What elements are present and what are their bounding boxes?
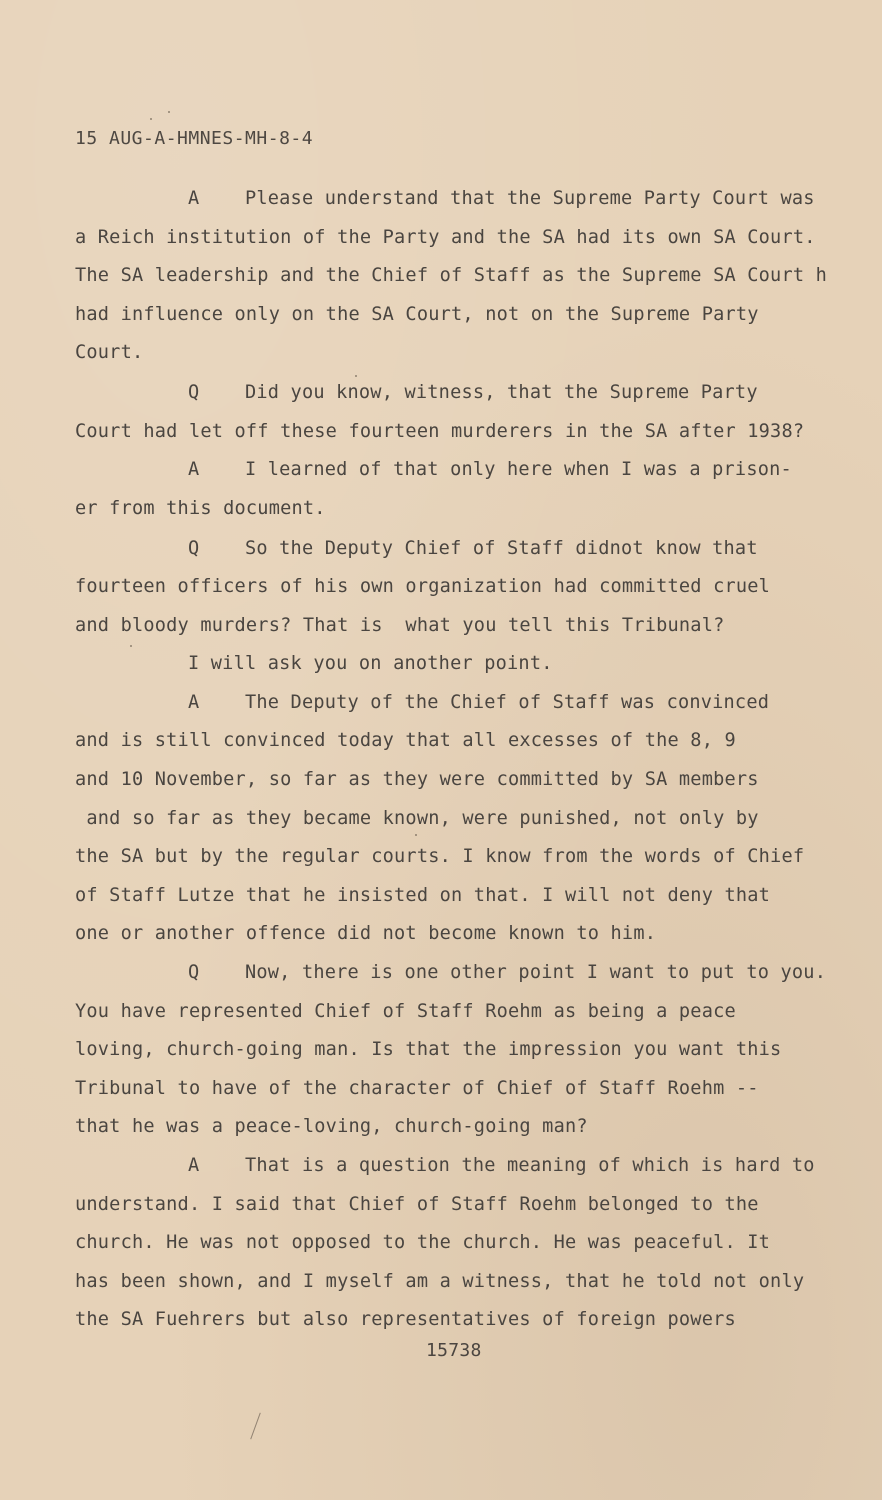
text-line: I will ask you on another point.: [188, 653, 553, 674]
text-line: Court had let off these fourteen murderers in the SA after 1938?: [75, 421, 805, 442]
text-line: Q So the Deputy Chief of Staff didnot know that: [188, 538, 758, 559]
text-line: A That is a question the meaning of which is hard to: [188, 1155, 815, 1176]
paper-speck: [415, 834, 417, 836]
paper-speck: [150, 118, 152, 120]
text-line: and 10 November, so far as they were committed by SA members: [75, 769, 759, 790]
text-line: and so far as they became known, were punished, not only by: [75, 808, 759, 829]
text-line: one or another offence did not become known to him.: [75, 923, 657, 944]
text-line: er from this document.: [75, 498, 326, 519]
text-line: and is still convinced today that all excesses of the 8, 9: [75, 730, 736, 751]
text-line: understand. I said that Chief of Staff Roehm belonged to the: [75, 1194, 759, 1215]
text-line: a Reich institution of the Party and the SA had its own SA Court.: [75, 227, 816, 248]
text-line: Tribunal to have of the character of Chief of Staff Roehm --: [75, 1078, 759, 1099]
text-line: the SA but by the regular courts. I know from the words of Chief: [75, 846, 805, 867]
paper-speck: [130, 645, 132, 647]
text-line: has been shown, and I myself am a witness, that he told not only: [75, 1271, 805, 1292]
paper-speck: [355, 375, 357, 377]
page-number: 15738: [426, 1340, 482, 1361]
text-line: Court.: [75, 342, 144, 363]
text-line: of Staff Lutze that he insisted on that. I will not deny that: [75, 885, 771, 906]
text-line: You have represented Chief of Staff Roehm as being a peace: [75, 1001, 736, 1022]
text-line: had influence only on the SA Court, not on the Supreme Party: [75, 304, 759, 325]
text-line: fourteen officers of his own organization had committed cruel: [75, 576, 771, 597]
text-line: that he was a peace-loving, church-going man?: [75, 1116, 588, 1137]
text-line: church. He was not opposed to the church. He was peaceful. It: [75, 1232, 771, 1253]
text-line: loving, church-going man. Is that the impression you want this: [75, 1039, 782, 1060]
text-line: A I learned of that only here when I was a prison-: [188, 459, 792, 480]
text-line: A Please understand that the Supreme Party Court was: [188, 188, 815, 209]
document-header: 15 AUG-A-HMNES-MH-8-4: [75, 128, 314, 149]
text-line: and bloody murders? That is what you tell this Tribunal?: [75, 615, 725, 636]
text-line: Q Did you know, witness, that the Supreme Party: [188, 382, 758, 403]
pencil-mark: [250, 1413, 261, 1440]
text-line: the SA Fuehrers but also representatives of foreign powers: [75, 1309, 736, 1330]
text-line: The SA leadership and the Chief of Staff as the Supreme SA Court h: [75, 265, 828, 286]
text-line: Q Now, there is one other point I want to put to you.: [188, 962, 827, 983]
text-line: A The Deputy of the Chief of Staff was convinced: [188, 692, 770, 713]
paper-speck: [168, 111, 170, 113]
